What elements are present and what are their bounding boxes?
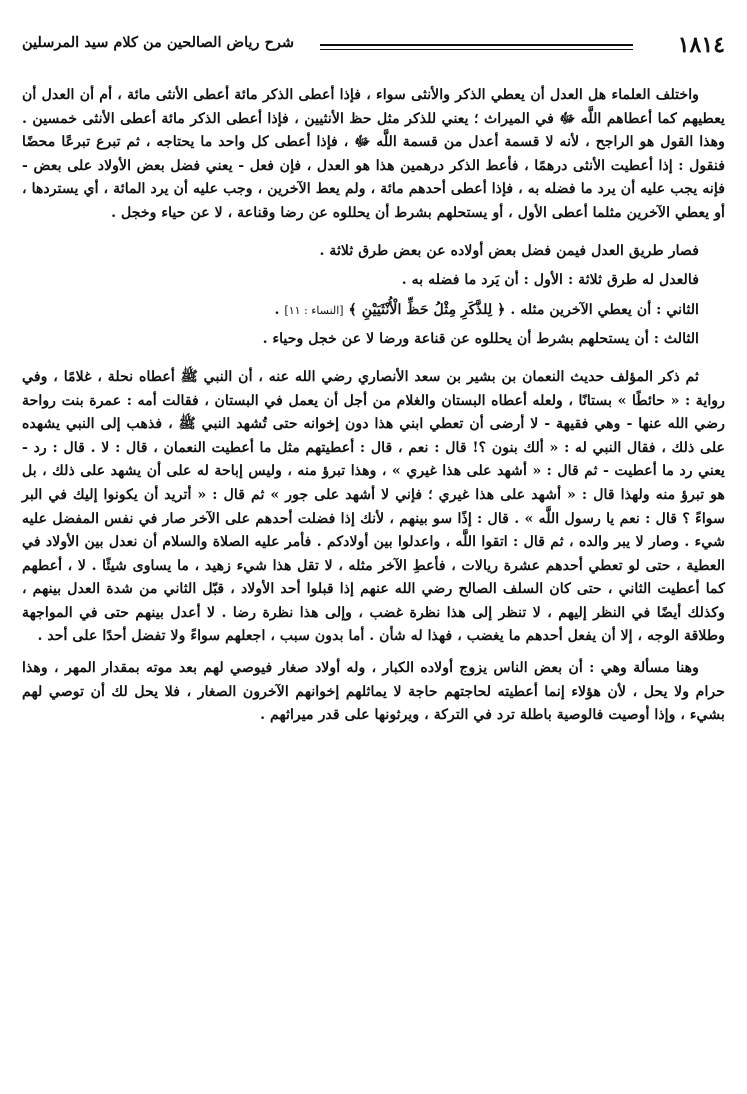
body-text bbox=[22, 84, 725, 728]
way-two-text: الثاني : أن يعطي الآخرين مثله . bbox=[510, 301, 699, 318]
way-two-tail: . bbox=[274, 301, 280, 318]
spacer bbox=[22, 226, 725, 234]
page-number: ١٨١٤ bbox=[677, 32, 725, 58]
quran-verse: ﴿ لِلذَّكَرِ مِثْلُ حَظِّ الْأُنْثَيَيْنِ ﴾ bbox=[348, 301, 506, 318]
paragraph-way-two bbox=[22, 299, 725, 323]
spacer bbox=[22, 649, 725, 657]
paragraph-way-one: فالعدل له طرق ثلاثة : الأول : أن يَرد ما فضله به . bbox=[401, 272, 699, 289]
paragraph-way-three: الثالث : أن يستحلهم بشرط أن يحللوه عن قناعة ورضا لا عن خجل وحياء . bbox=[262, 331, 699, 348]
verse-reference: [النساء : ١١] bbox=[284, 303, 344, 317]
paragraph-three-ways-intro: فصار طريق العدل فيمن فضل بعض أولاده عن بعض طرق ثلاثة . bbox=[319, 242, 699, 259]
page-header bbox=[22, 30, 725, 62]
header-rule bbox=[320, 44, 633, 50]
paragraph-bequest-issue: وهنا مسألة وهي : أن بعض الناس يزوج أولاده الكبار ، وله أولاد صغار فيوصي لهم بعد موته بمقدار المهر ، وهذا حرام ولا يحل ، لأن هؤلاء إنما أعطيته لحاجتهم حاجة لا يماثلهم إخوانهم الآخرون الصغار ، فلا يحل لك أن توصي لهم بشيء ، وإذا أوصيت فالوصية باطلة ترد في التركة ، ويرثونها على قدر ميراثهم . bbox=[22, 660, 725, 724]
spacer bbox=[22, 358, 725, 366]
paragraph-unequal-gifts: واختلف العلماء هل العدل أن يعطي الذكر والأنثى سواء ، فإذا أعطى الذكر مائة أعطى الأنثى مائة ، أم أن العدل أن يعطيهم كما أعطاهم اللَّه ﷻ في الميراث ؛ يعني للذكر مثل حظ الأنثيين ، فإذا أعطى الذكر مائة أعطى الأنثى خمسين . وهذا القول هو الراجح ، لأنه لا قسمة أعدل من قسمة اللَّه ﷻ ، فإذا أعطى كل واحد ما يحتاجه ، ثم تبرع تبرعًا محضًا فنقول : إذا أعطيت الأنثى درهمًا ، فأعط الذكر درهمين هذا هو العدل ، فإن فعل - يعني فضل بعض الأولاد على بعض - فإنه يجب عليه أن يرد ما فضله به ، فإذا أعطى أحدهم مائة ، ولم يعط الآخرين ، وجب عليه أن يرد المائة ، أي يستردها ، أو يعطي الآخرين مثلما أعطى الأول ، أو يستحلهم بشرط أن يحللوه عن رضا وقناعة ، لا عن حياء وخجل . bbox=[22, 87, 725, 221]
paragraph-numan-hadith: ثم ذكر المؤلف حديث النعمان بن بشير بن سعد الأنصاري رضي الله عنه ، أن النبي ﷺ أعطاه نحلة ، غلامًا ، وفي رواية : « حائطًا » بستانًا ، ولعله أعطاه البستان والغلام من أجل أن يعمل في البستان ، فقالت أمه : عمرة بنت رواحة رضي الله عنها - وهي فقيهة - لا أرضى أن تعطي ابني هذا دون إخوانه حتى تُشهد النبي ﷺ ، فذهب إلى النبي يشهده على ذلك ، فقال النبي له : « ألك بنون ؟! قال : نعم ، قال : أعطيتهم مثل ما أعطيت النعمان ، قال : لا . قال : رد - يعني رد ما أعطيت - ثم قال : « أشهد على هذا غيري » ، وهذا تبرؤ منه ، وليس إباحة له على أن يشهد على ذلك ، بل هو تبرؤ منه ولهذا قال : « أشهد على هذا غيري ؛ فإني لا أشهد على جور » ثم قال : « أتريد أن يكونوا إليك في البر سواءً ؟ قال : نعم يا رسول اللَّه » . قال : إذًا سو بينهم ، لأنك إذا فضلت أحدهم على الآخر صار في نفس المفضل عليه شيء . وصار لا يبر والده ، ثم قال : اتقوا اللَّه ، واعدلوا بين أولادكم . فأمر عليه الصلاة والسلام أن نعدل بين الأولاد في العطية ، حتى لو تعطي أحدهم عشرة ريالات ، فأعطِ الآخر مثله ، لا تقل هذا شيء زهيد ، ما يساوى شيئًا . لا ، أعطهم كما أعطيت الثاني ، حتى كان السلف الصالح رضي الله عنهم إذا قبلوا أحد الأولاد ، قبّل الثاني من شدة العدل بينهم ، وكذلك أيضًا في النظر إليهم ، لا تنظر إلى هذا نظرة غضب ، وإلى هذا نظرة رضا . لا أعدل بينهم حتى في المواجهة وطلاقة الوجه ، إلا أن يفعل أحدهم ما يغضب ، فهذا له شأن . أما بدون سبب ، اجعلهم سواءً ولا تفضل أحدًا على أحد . bbox=[22, 368, 725, 645]
running-title: شرح رياض الصالحين من كلام سيد المرسلين bbox=[22, 34, 295, 51]
